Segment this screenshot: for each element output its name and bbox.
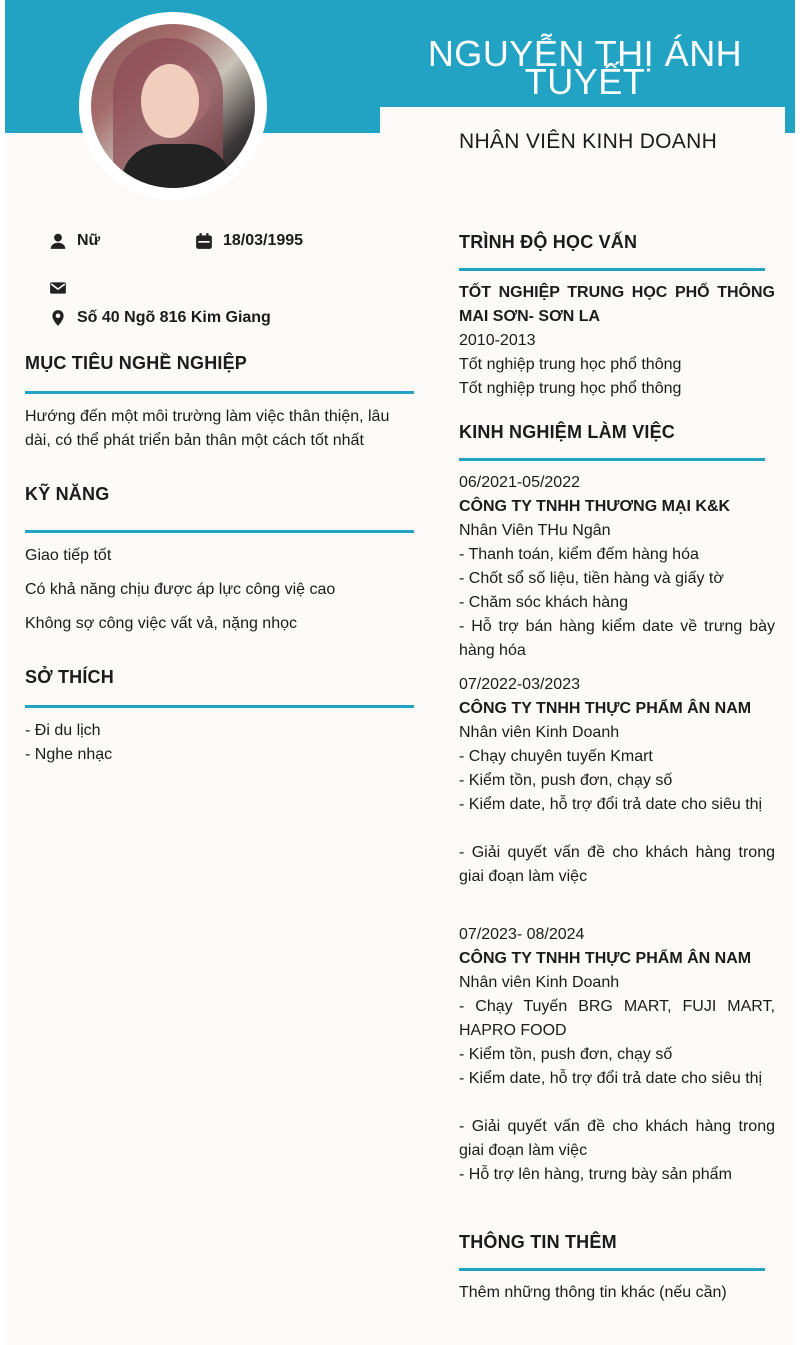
job-period: 07/2023- 08/2024 [459, 926, 585, 943]
birthday-row [195, 232, 303, 250]
job-task: - Chốt sổ số liệu, tiền hàng và giấy tờ [459, 570, 724, 587]
job-role: Nhân Viên THu Ngân [459, 522, 611, 539]
job-task: - Giải quyết vấn đề cho khách hàng trong giai đoạn làm việc [459, 844, 775, 885]
gender-row [49, 232, 100, 250]
job-task: - Kiểm tồn, push đơn, chạy số [459, 772, 673, 789]
job-role: Nhân viên Kinh Doanh [459, 724, 620, 741]
extra-text: Thêm những thông tin khác (nếu cần) [459, 1284, 727, 1301]
avatar [79, 12, 267, 200]
calendar-icon [195, 232, 213, 250]
job-company: CÔNG TY TNHH THỰC PHẨM ÂN NAM [459, 700, 752, 717]
job-task: - Kiểm date, hỗ trợ đổi trả date cho siêu thị [459, 1070, 763, 1087]
job-task: - Kiểm tồn, push đơn, chạy số [459, 1046, 673, 1063]
skill-item: Không sợ công việc vất vả, nặng nhọc [25, 615, 297, 632]
job-task: - Thanh toán, kiểm đếm hàng hóa [459, 546, 699, 563]
experience-rule [459, 458, 765, 461]
hobbies-heading: SỞ THÍCH [25, 667, 114, 687]
education-heading: TRÌNH ĐỘ HỌC VẤN [459, 232, 638, 252]
job-task: - Chạy chuyên tuyến Kmart [459, 748, 653, 765]
email-row [49, 279, 77, 297]
skill-item: Giao tiếp tốt [25, 547, 112, 564]
job-title: NHÂN VIÊN KINH DOANH [459, 130, 718, 153]
job-task: - Kiểm date, hỗ trợ đổi trả date cho siêu thị [459, 796, 763, 813]
candidate-name: NGUYỄN THỊ ÁNH TUYẾT [427, 33, 743, 102]
person-icon [49, 232, 67, 250]
job-task: - Chăm sóc khách hàng [459, 594, 628, 611]
extra-heading: THÔNG TIN THÊM [459, 1232, 617, 1252]
skills-rule [25, 530, 414, 533]
job-role: Nhân viên Kinh Doanh [459, 974, 620, 991]
job-task: - Chạy Tuyến BRG MART, FUJI MART, HAPRO FOOD [459, 998, 775, 1039]
mail-icon [49, 279, 67, 297]
objective-text: Hướng đến một môi trường làm việc thân thiện, lâu dài, có thể phát triển bản thân một cách tốt nhất [25, 408, 390, 449]
job-period: 06/2021-05/2022 [459, 474, 580, 491]
school-name: TỐT NGHIỆP TRUNG HỌC PHỔ THÔNG MAI SƠN- SƠN LA [459, 284, 775, 325]
hobbies-rule [25, 705, 414, 708]
location-icon [49, 309, 67, 327]
extra-rule [459, 1268, 765, 1271]
job-task: - Giải quyết vấn đề cho khách hàng trong giai đoạn làm việc [459, 1118, 775, 1159]
education-line: Tốt nghiệp trung học phổ thông [459, 380, 682, 397]
address-value: Số 40 Ngõ 816 Kim Giang [77, 309, 271, 326]
job-task: - Hỗ trợ lên hàng, trưng bày sản phẩm [459, 1166, 732, 1183]
address-row [49, 309, 271, 327]
profile-photo [91, 24, 255, 188]
education-rule [459, 268, 765, 271]
job-company: CÔNG TY TNHH THỰC PHẨM ÂN NAM [459, 950, 752, 967]
skill-item: Có khả năng chịu được áp lực công việ cao [25, 581, 336, 598]
education-line: Tốt nghiệp trung học phổ thông [459, 356, 682, 373]
job-period: 07/2022-03/2023 [459, 676, 580, 693]
gender-value: Nữ [77, 232, 101, 249]
hobby-item: - Nghe nhạc [25, 746, 113, 763]
skills-heading: KỸ NĂNG [25, 484, 110, 504]
job-task: - Hỗ trợ bán hàng kiểm date về trưng bày hàng hóa [459, 618, 775, 659]
experience-heading: KINH NGHIỆM LÀM VIỆC [459, 422, 676, 442]
education-period: 2010-2013 [459, 332, 536, 349]
objective-heading: MỤC TIÊU NGHỀ NGHIỆP [25, 353, 248, 373]
cv-page [5, 0, 795, 1345]
job-company: CÔNG TY TNHH THƯƠNG MẠI K&K [459, 498, 731, 515]
hobby-item: - Đi du lịch [25, 722, 101, 739]
objective-rule [25, 391, 414, 394]
birthday-value: 18/03/1995 [223, 232, 304, 249]
